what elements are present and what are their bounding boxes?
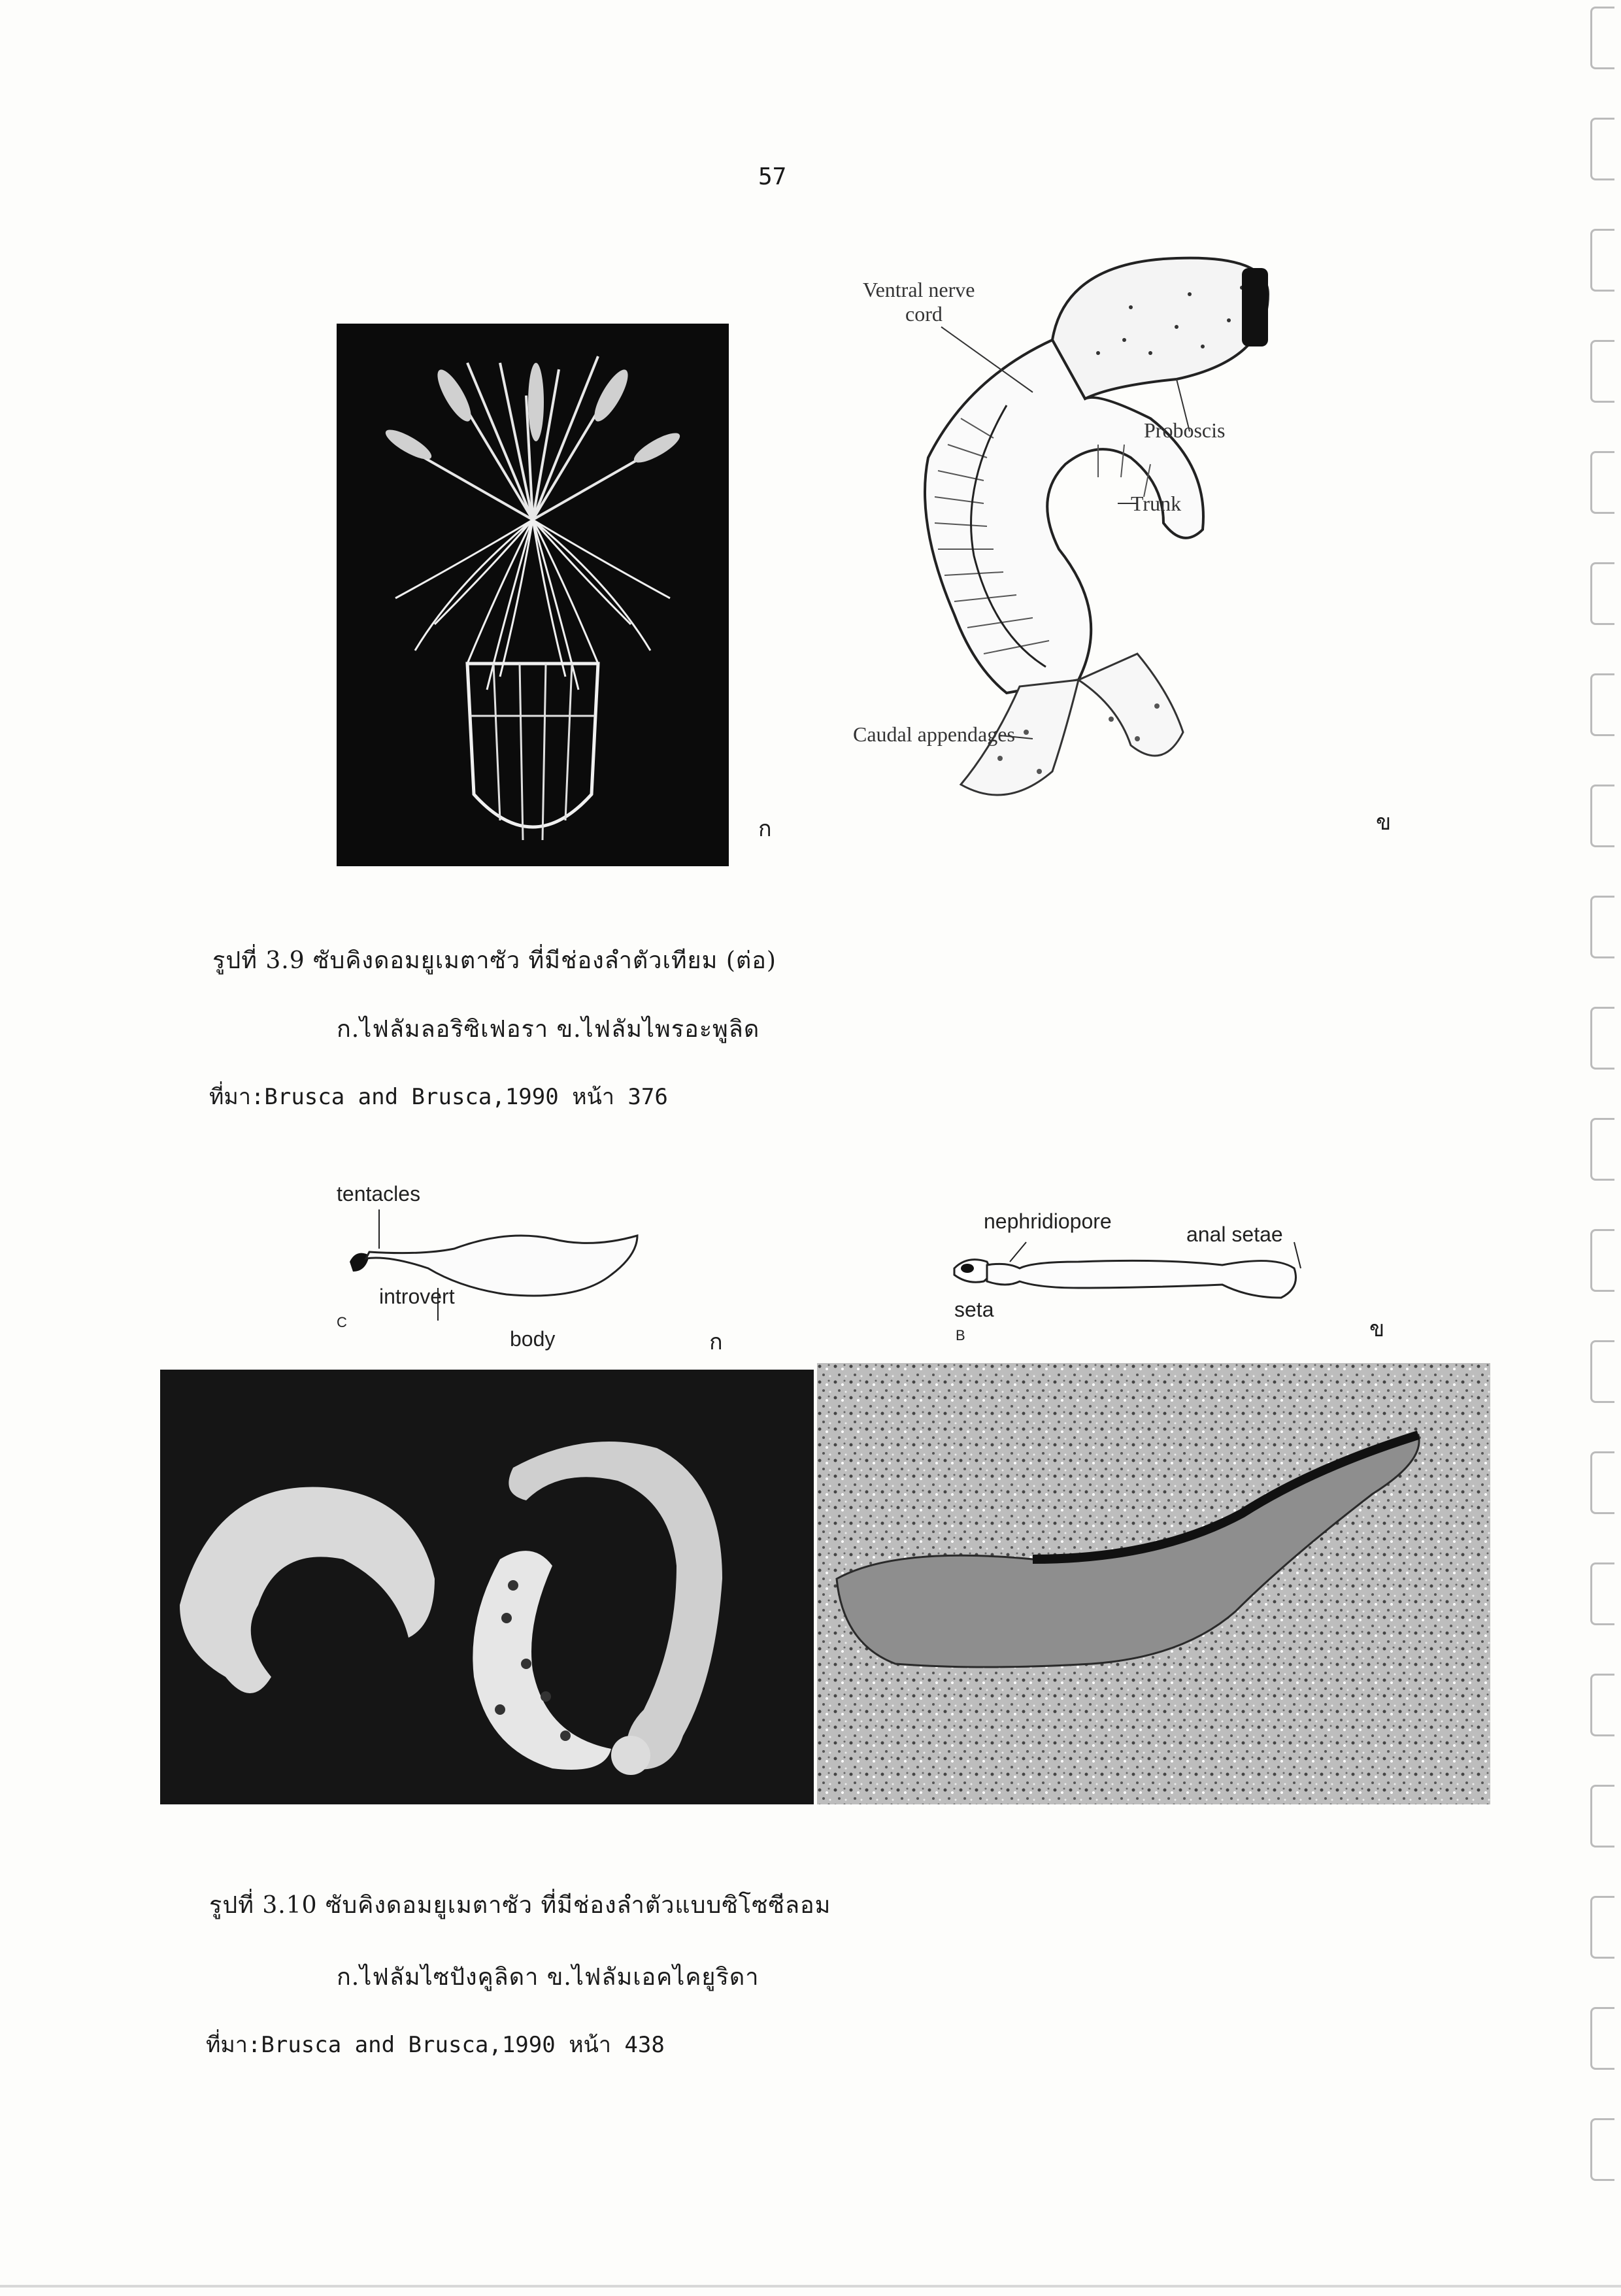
scan-edge <box>0 2285 1621 2288</box>
priapulid-drawing <box>902 248 1307 837</box>
echiuran-drawing <box>948 1236 1314 1314</box>
loricifera-photo <box>337 324 729 866</box>
trunk-label: Trunk <box>1131 492 1182 515</box>
fig310-panel-a-marker: ก <box>709 1329 723 1355</box>
binder-edge <box>1582 0 1621 2296</box>
proboscis-label: Proboscis <box>1144 418 1226 442</box>
sipunculid-drawing <box>330 1209 657 1327</box>
fig310-panel-b-marker: ข <box>1369 1316 1385 1342</box>
ventral-nerve-cord-label-line2: cord <box>905 302 943 326</box>
ventral-nerve-cord-label-line1: Ventral nerve <box>863 278 975 301</box>
echiuran-photo <box>817 1363 1490 1804</box>
fig39-panel-b-marker: ข <box>1376 809 1392 836</box>
sipunculid-photo <box>160 1370 814 1804</box>
fig39-caption-line1: รูปที่ 3.9 ซับคิงดอมยูเมตาซัว ที่มีช่องลำตัวเทียม (ต่อ) <box>212 947 777 974</box>
body-label: body <box>510 1327 556 1351</box>
fig310-caption-line1: รูปที่ 3.10 ซับคิงดอมยูเมตาซัว ที่มีช่องลำตัวแบบซิโซซีลอม <box>209 1892 831 1919</box>
fig39-source: ที่มา:Brusca and Brusca,1990 หน้า 376 <box>209 1084 668 1110</box>
introvert-label: introvert <box>379 1285 455 1308</box>
fig39-caption-line2: ก.ไฟลัมลอริซิเฟอรา ข.ไฟลัมไพรอะพูลิด <box>337 1016 760 1043</box>
fig310-drawing-b-letter: B <box>956 1327 965 1343</box>
page-number: 57 <box>758 163 787 190</box>
fig310-source: ที่มา:Brusca and Brusca,1990 หน้า 438 <box>206 2032 665 2058</box>
caudal-appendages-label: Caudal appendages <box>853 722 1015 746</box>
fig310-drawing-a-letter: C <box>337 1314 347 1330</box>
anal-setae-label: anal setae <box>1186 1223 1283 1246</box>
fig39-panel-a-marker: ก <box>758 816 772 842</box>
fig310-caption-line2: ก.ไฟลัมไซปังคูลิดา ข.ไฟลัมเอคไคยูริดา <box>337 1964 760 1991</box>
tentacles-label: tentacles <box>337 1182 421 1206</box>
nephridiopore-label: nephridiopore <box>984 1209 1112 1233</box>
seta-label: seta <box>954 1298 994 1321</box>
